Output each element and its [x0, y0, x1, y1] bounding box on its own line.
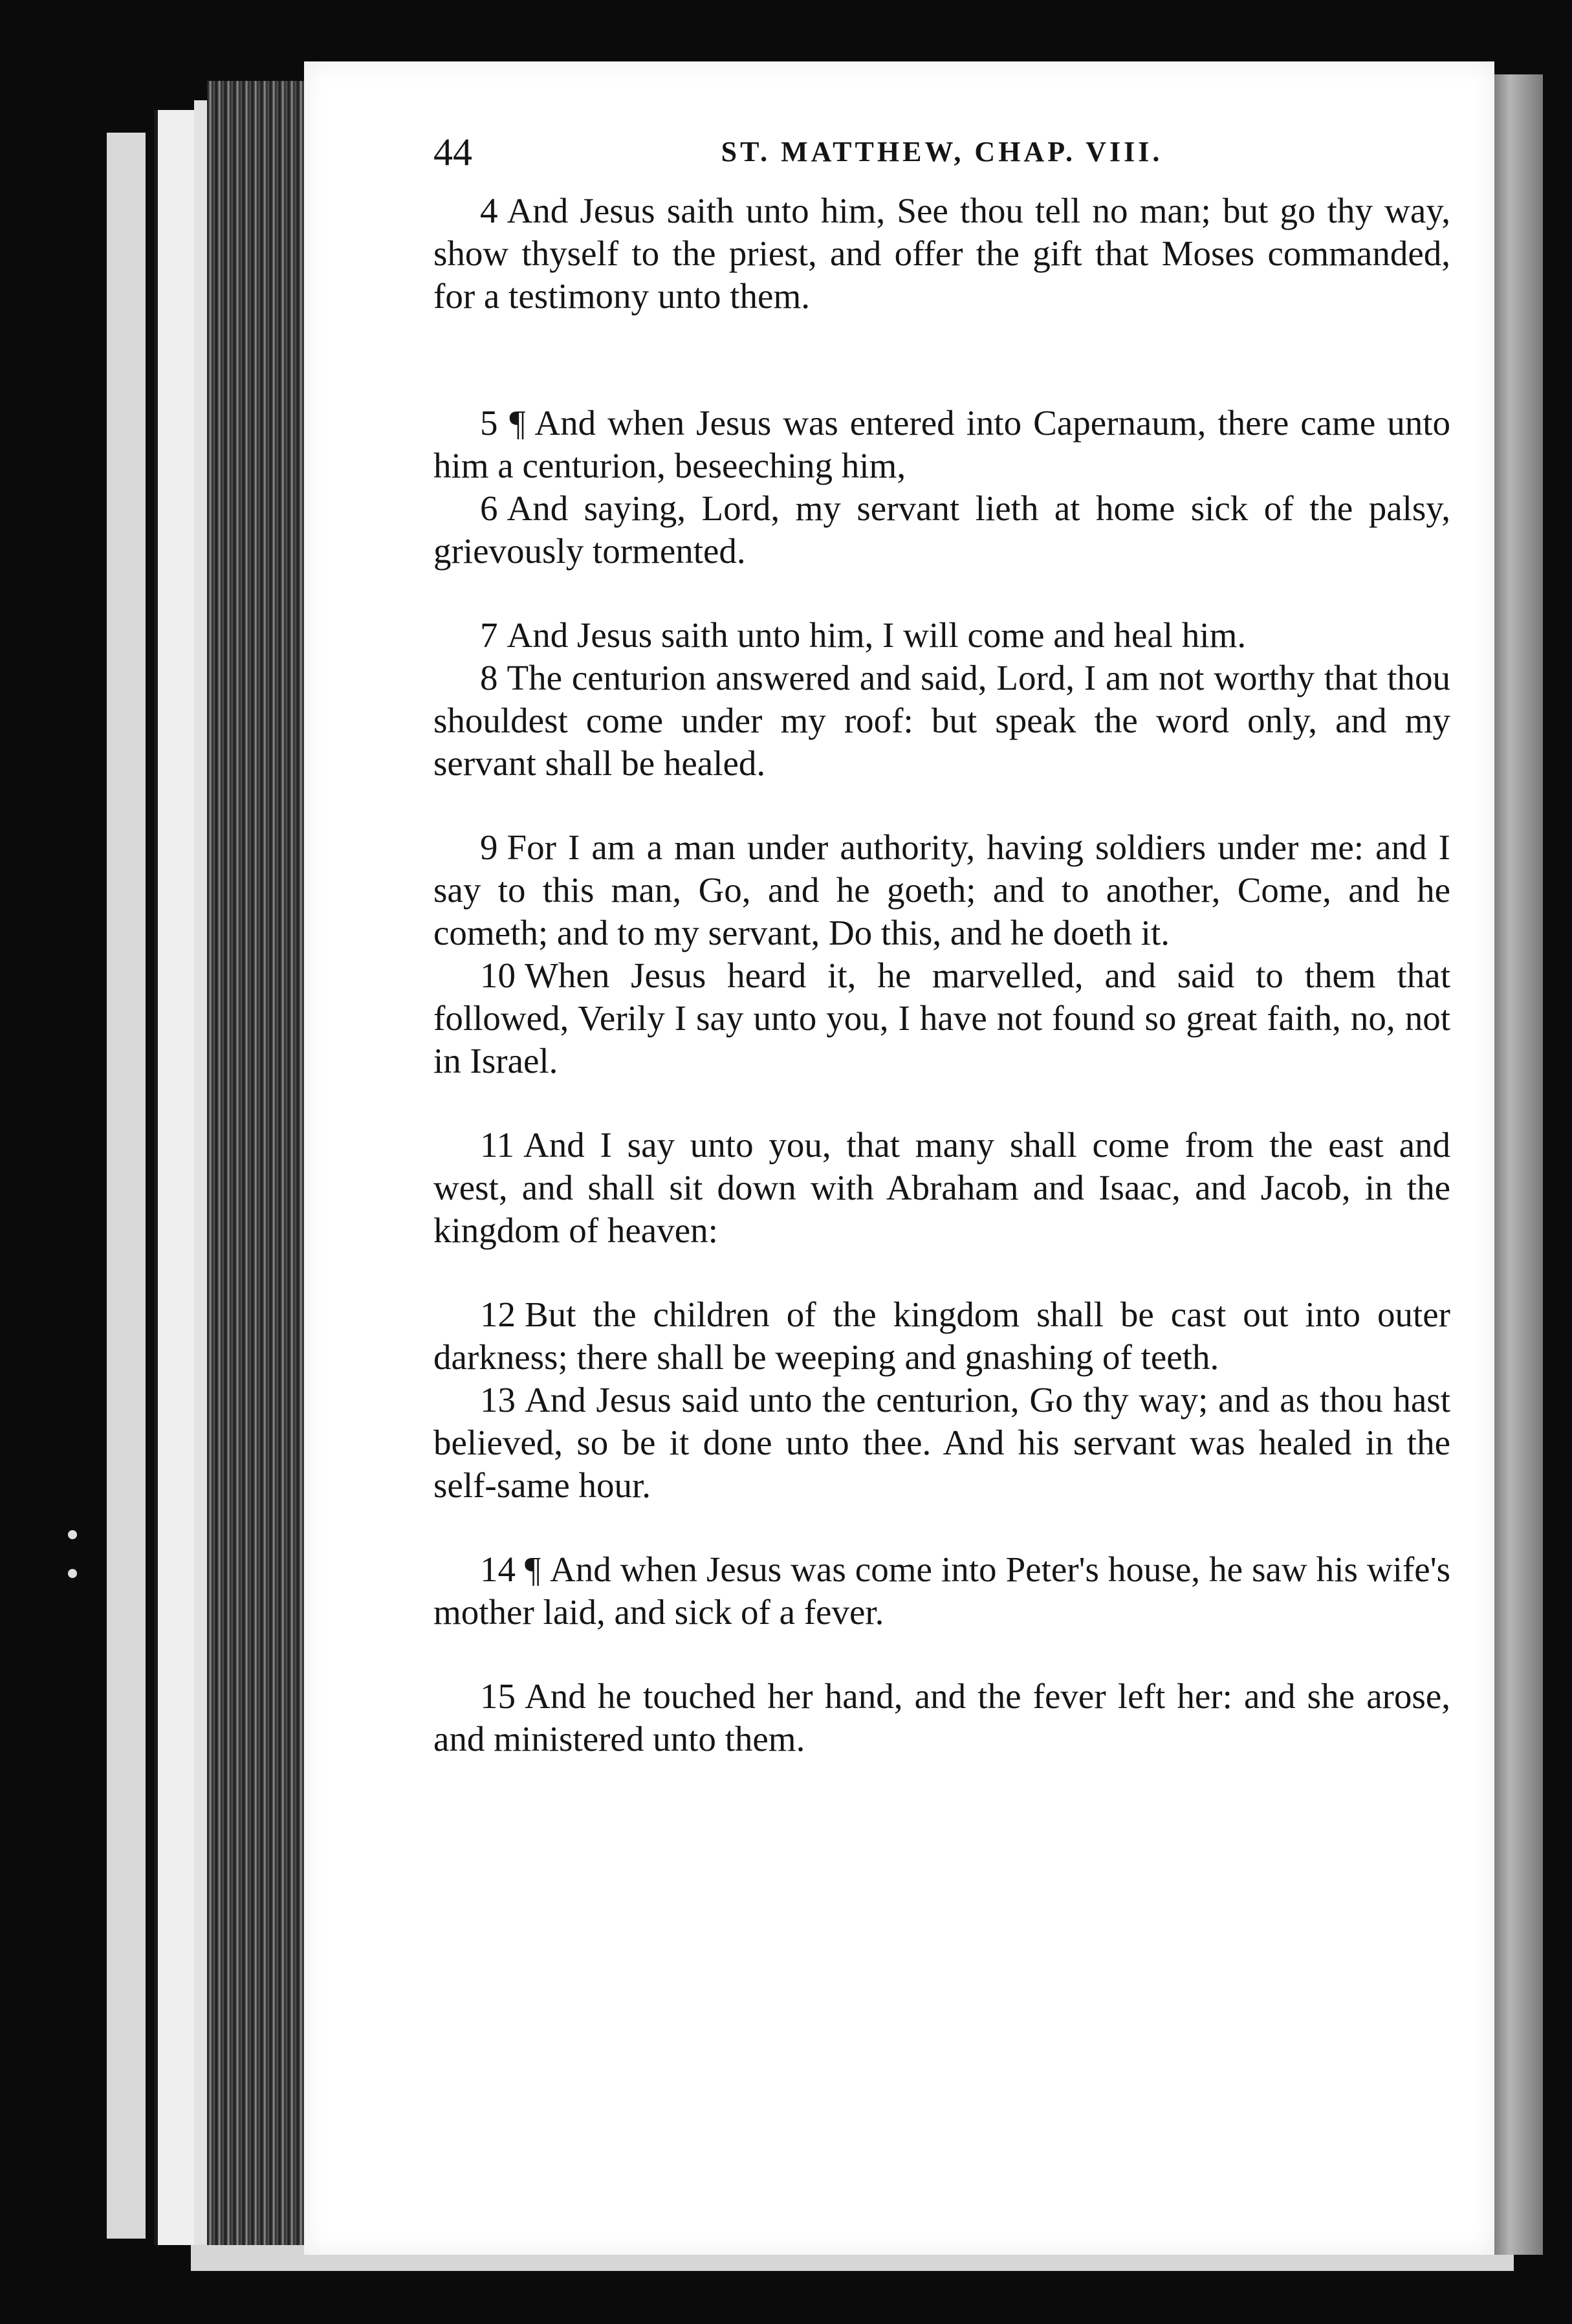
verse-14 — [433, 1548, 1450, 1634]
verse-13 — [433, 1379, 1450, 1507]
page-text — [433, 121, 1450, 1760]
verse-10 — [433, 954, 1450, 1082]
verse-number: 6 — [480, 488, 498, 528]
verse-4 — [433, 190, 1450, 318]
verse-15 — [433, 1675, 1450, 1760]
verse-text: And saying, Lord, my servant lieth at home sick of the palsy, grievously tormented. — [433, 488, 1450, 571]
verse-number: 10 — [480, 956, 516, 995]
verse-text: And I say unto you, that many shall come from the east and west, and shall sit down with Abraham and Isaac, and Jacob, in the kingdom of heaven: — [433, 1125, 1450, 1250]
verse-number: 12 — [480, 1295, 516, 1334]
verse-number: 5 ¶ — [480, 403, 526, 443]
verse-text: And Jesus said unto the centurion, Go thy way; and as thou hast believed, so be it done unto thee. And his servant was healed in the self-same hour. — [433, 1380, 1450, 1505]
verse-number: 14 ¶ — [480, 1550, 541, 1589]
verse-6 — [433, 487, 1450, 573]
verse-text: And when Jesus was entered into Capernaum, there came unto him a centurion, beseeching him, — [433, 403, 1450, 485]
verse-number: 15 — [480, 1676, 516, 1716]
verse-8 — [433, 657, 1450, 785]
verse-text: And he touched her hand, and the fever left her: and she arose, and ministered unto them. — [433, 1676, 1450, 1759]
verse-5 — [433, 402, 1450, 487]
verse-7 — [433, 614, 1450, 657]
page-right-edge — [1488, 74, 1543, 2255]
verse-number: 4 — [480, 191, 498, 230]
binding-hole — [68, 1530, 77, 1539]
verse-number: 7 — [480, 615, 498, 655]
page-stack-edge — [207, 81, 304, 2255]
verse-number: 11 — [480, 1125, 514, 1165]
verse-12 — [433, 1293, 1450, 1379]
verse-text: And Jesus saith unto him, I will come and heal him. — [507, 615, 1247, 655]
page-number: 44 — [433, 131, 472, 173]
verse-text: When Jesus heard it, he marvelled, and said to them that followed, Verily I say unto you, I have not found so great faith, no, not in Israel. — [433, 956, 1450, 1080]
page-edge — [107, 133, 146, 2239]
page-header — [433, 121, 1450, 183]
verse-9 — [433, 826, 1450, 954]
verse-text: And Jesus saith unto him, See thou tell no man; but go thy way, show thyself to the priest, and offer the gift that Moses commanded, for a testimony unto them. — [433, 191, 1450, 316]
verse-number: 13 — [480, 1380, 516, 1420]
verse-text: But the children of the kingdom shall be cast out into outer darkness; there shall be weeping and gnashing of teeth. — [433, 1295, 1450, 1377]
verse-number: 8 — [480, 658, 498, 697]
verse-text: And when Jesus was come into Peter's house, he saw his wife's mother laid, and sick of a fever. — [433, 1550, 1451, 1632]
verse-11 — [433, 1124, 1450, 1252]
binding-hole — [68, 1569, 77, 1578]
verse-text: The centurion answered and said, Lord, I am not worthy that thou shouldest come under my roof: but speak the word only, and my servant shall be healed. — [433, 658, 1450, 783]
book-page — [304, 61, 1494, 2255]
verse-text: For I am a man under authority, having soldiers under me: and I say to this man, Go, and he goeth; and to another, Come, and he cometh; and to my servant, Do this, and he doeth it. — [433, 828, 1450, 952]
running-head: ST. MATTHEW, CHAP. VIII. — [721, 136, 1163, 168]
verse-number: 9 — [480, 828, 498, 867]
